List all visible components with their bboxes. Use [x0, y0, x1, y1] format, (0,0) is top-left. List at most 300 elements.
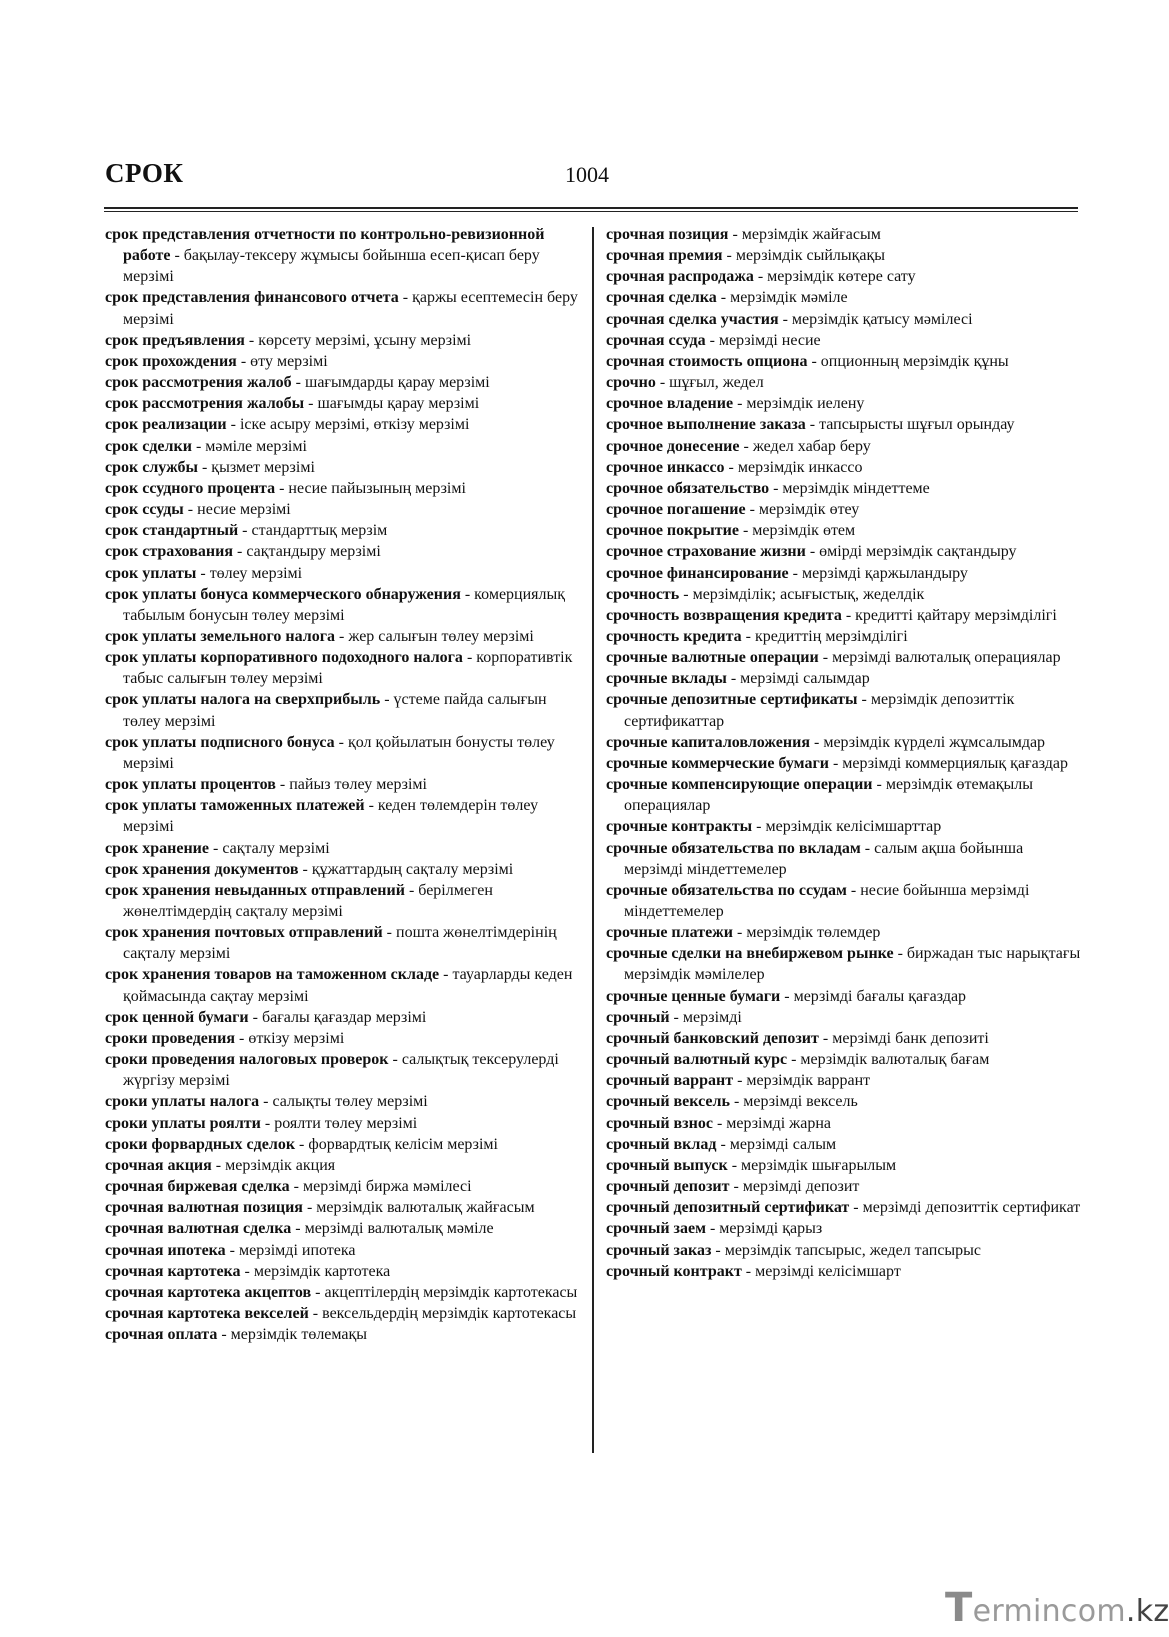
- entry-term: срочная картотека векселей: [105, 1304, 309, 1322]
- logo-domain: .kz: [1125, 1594, 1169, 1629]
- entry-term: срок ссуды: [105, 501, 184, 519]
- entry-term: срочный: [606, 1008, 670, 1026]
- dictionary-entry: [606, 689, 1086, 731]
- entry-term: срочное донесение: [606, 437, 740, 455]
- entry-translation: мерзімді келісімшарт: [755, 1262, 901, 1280]
- entry-term: срок реализации: [105, 416, 227, 434]
- dictionary-entry: [606, 351, 1086, 372]
- entry-separator: -: [289, 1178, 303, 1196]
- logo-text: erminc: [972, 1594, 1078, 1629]
- entry-separator: -: [404, 881, 419, 899]
- entry-separator: -: [726, 670, 741, 688]
- dictionary-entry: [105, 224, 585, 287]
- entry-separator: -: [716, 1135, 730, 1153]
- entry-translation: төлеу мерзімі: [209, 564, 303, 582]
- dictionary-entry: [105, 414, 585, 435]
- entry-separator: -: [711, 1241, 725, 1259]
- entry-translation: қол қойылатын бонусты төлеу мерзімі: [123, 733, 555, 772]
- entry-term: срок уплаты таможенных платежей: [105, 797, 365, 815]
- entry-translation: мерзімді депозиттік сертификат: [862, 1199, 1081, 1217]
- entry-term: срочный валютный курс: [606, 1051, 788, 1069]
- entry-translation: үстеме пайда салығын төлеу мерзімі: [123, 691, 547, 730]
- entry-separator: -: [733, 395, 747, 413]
- dictionary-entry: [606, 1134, 1086, 1155]
- entry-separator: -: [197, 458, 212, 476]
- dictionary-entry: [606, 647, 1086, 668]
- dictionary-entry: [105, 351, 585, 372]
- entry-translation: бақылау-тексеру жұмысы бойынша есеп-қисап беру мерзімі: [123, 247, 540, 286]
- entry-separator: -: [788, 564, 802, 582]
- entry-separator: -: [807, 352, 821, 370]
- entry-separator: -: [669, 1008, 683, 1026]
- entry-separator: -: [240, 1262, 254, 1280]
- entry-separator: -: [226, 416, 240, 434]
- dictionary-entry: [606, 986, 1086, 1007]
- entry-separator: -: [769, 479, 783, 497]
- entry-translation: мерзімдік картотека: [253, 1262, 391, 1280]
- entry-term: срок уплаты процентов: [105, 776, 276, 794]
- entry-term: срочные депозитные сертификаты: [606, 691, 858, 709]
- entry-separator: -: [846, 881, 861, 899]
- entry-translation: мерзімді биржа мәмілесі: [302, 1178, 472, 1196]
- entry-term: срочная картотека акцептов: [105, 1283, 312, 1301]
- dictionary-entry: [105, 1091, 585, 1112]
- dictionary-entry: [105, 457, 585, 478]
- dictionary-entry: [105, 647, 585, 689]
- entry-term: срочные контракты: [606, 818, 753, 836]
- entry-term: сроки уплаты роялти: [105, 1114, 261, 1132]
- entry-translation: мерзімдік варрант: [746, 1072, 871, 1090]
- entry-term: срочный вклад: [606, 1135, 717, 1153]
- dictionary-entry: [105, 964, 585, 1006]
- entry-term: срочность: [606, 585, 680, 603]
- dictionary-entry: [105, 393, 585, 414]
- dictionary-entry: [606, 457, 1086, 478]
- dictionary-entry: [105, 1134, 585, 1155]
- entry-separator: -: [236, 352, 251, 370]
- entry-translation: көрсету мерзімі, ұсыну мерзімі: [258, 331, 472, 349]
- entry-separator: -: [275, 776, 290, 794]
- entry-term: срок уплаты подписного бонуса: [105, 733, 335, 751]
- dictionary-entry: [105, 1240, 585, 1261]
- dictionary-entry: [606, 668, 1086, 689]
- entry-term: срочная картотека: [105, 1262, 241, 1280]
- entry-separator: -: [234, 1029, 249, 1047]
- entry-separator: -: [364, 797, 378, 815]
- dictionary-entry: [606, 584, 1086, 605]
- entry-term: срочное инкассо: [606, 458, 725, 476]
- entry-translation: бағалы қағаздар мерзімі: [261, 1008, 427, 1026]
- dictionary-entry: [606, 922, 1086, 943]
- entry-term: срочные обязательства по ссудам: [606, 881, 847, 899]
- dictionary-entry: [105, 584, 585, 626]
- entry-translation: пайыз төлеу мерзімі: [289, 776, 427, 794]
- termincom-watermark-logo: [945, 1585, 1169, 1631]
- entry-separator: -: [238, 522, 252, 540]
- logo-letter-t: T: [945, 1585, 973, 1631]
- entry-translation: жедел хабар беру: [752, 437, 871, 455]
- entry-separator: -: [712, 1114, 727, 1132]
- entry-term: срок прохождения: [105, 352, 237, 370]
- entry-term: срок уплаты: [105, 564, 197, 582]
- entry-translation: тапсырысты шұғыл орындау: [819, 416, 1015, 434]
- dictionary-entry: [105, 1282, 585, 1303]
- entry-separator: -: [857, 691, 871, 709]
- entry-term: срок хранения почтовых отправлений: [105, 924, 383, 942]
- logo-text-m: m: [1096, 1594, 1126, 1629]
- entry-separator: -: [462, 649, 477, 667]
- entry-term: срочный вексель: [606, 1093, 730, 1111]
- entry-term: срочная оплата: [105, 1326, 218, 1344]
- entry-term: срочный депозит: [606, 1178, 730, 1196]
- dictionary-entry: [105, 626, 585, 647]
- entry-separator: -: [291, 374, 305, 392]
- entry-separator: -: [311, 1283, 325, 1301]
- entry-separator: -: [849, 1199, 863, 1217]
- entry-separator: -: [780, 987, 794, 1005]
- entry-translation: мерзімді ипотека: [238, 1241, 356, 1259]
- entry-translation: мерзімді салым: [729, 1135, 837, 1153]
- dictionary-entry: [105, 732, 585, 774]
- dictionary-entry: [606, 372, 1086, 393]
- entry-term: сроки проведения налоговых проверок: [105, 1051, 389, 1069]
- entry-separator: -: [439, 966, 453, 984]
- entry-separator: -: [739, 437, 753, 455]
- entry-term: срок представления финансового отчета: [105, 289, 399, 307]
- entry-term: срочные коммерческие бумаги: [606, 754, 829, 772]
- entry-translation: салықты төлеу мерзімі: [272, 1093, 428, 1111]
- entry-term: срочно: [606, 374, 656, 392]
- entry-translation: мерзімді несие: [718, 331, 821, 349]
- dictionary-entry: [606, 732, 1086, 753]
- entry-translation: мерзімдік келісімшарттар: [765, 818, 942, 836]
- entry-term: срочный контракт: [606, 1262, 742, 1280]
- entry-separator: -: [805, 543, 820, 561]
- entry-separator: -: [745, 501, 759, 519]
- entry-translation: мерзімдік шығарылым: [741, 1156, 897, 1174]
- entry-term: срок ценной бумаги: [105, 1008, 249, 1026]
- entry-translation: тауарларды кеден қоймасында сақтау мерзімі: [123, 966, 573, 1005]
- entry-translation: өткізу мерзімі: [248, 1029, 345, 1047]
- entry-separator: -: [841, 606, 856, 624]
- entry-term: срочные платежи: [606, 924, 733, 942]
- dictionary-entry: [105, 499, 585, 520]
- entry-separator: -: [298, 860, 312, 878]
- entry-translation: мерзімдік валюталық бағам: [800, 1051, 990, 1069]
- entry-separator: -: [727, 1156, 742, 1174]
- entry-term: срочная сделка участия: [606, 310, 779, 328]
- entry-term: сроки проведения: [105, 1029, 235, 1047]
- entry-separator: -: [260, 1114, 275, 1132]
- entry-separator: -: [275, 479, 289, 497]
- entry-term: срочный банковский депозит: [606, 1029, 819, 1047]
- entry-separator: -: [380, 691, 394, 709]
- dictionary-entry: [105, 922, 585, 964]
- dictionary-entry: [606, 330, 1086, 351]
- entry-translation: жер салығын төлеу мерзімі: [348, 627, 534, 645]
- entry-translation: акцептілердің мерзімдік картотекасы: [324, 1283, 578, 1301]
- entry-term: срок рассмотрения жалоб: [105, 374, 292, 392]
- entry-term: срочность кредита: [606, 627, 742, 645]
- logo-o: o: [1077, 1594, 1097, 1629]
- entry-separator: -: [741, 1262, 756, 1280]
- dictionary-entry: [105, 1303, 585, 1324]
- entry-separator: -: [733, 1072, 747, 1090]
- dictionary-entry: [606, 266, 1086, 287]
- dictionary-entry: [105, 287, 585, 329]
- entry-translation: мерзімдік көтере сату: [767, 268, 916, 286]
- entry-translation: мерзімді вексель: [743, 1093, 858, 1111]
- entry-separator: -: [818, 1029, 833, 1047]
- right-column: [606, 224, 1086, 1282]
- entry-separator: -: [860, 839, 875, 857]
- entry-translation: берілмеген жөнелтімдердің сақталу мерзімі: [123, 881, 493, 920]
- header-rule: [104, 207, 1078, 212]
- entry-term: срочные компенсирующие операции: [606, 776, 873, 794]
- entry-translation: мерзімдік инкассо: [737, 458, 863, 476]
- dictionary-entry: [606, 1007, 1086, 1028]
- entry-translation: өмірді мерзімдік сақтандыру: [819, 543, 1017, 561]
- dictionary-entry: [105, 1218, 585, 1239]
- entry-separator: -: [196, 564, 210, 582]
- dictionary-entry: [606, 774, 1086, 816]
- entry-term: срочное обязательство: [606, 479, 770, 497]
- dictionary-entry: [606, 563, 1086, 584]
- dictionary-entry: [606, 287, 1086, 308]
- dictionary-entry: [606, 1261, 1086, 1282]
- entry-term: срок стандартный: [105, 522, 239, 540]
- dictionary-entry: [606, 1155, 1086, 1176]
- entry-term: срочное страхование жизни: [606, 543, 806, 561]
- entry-term: срочная премия: [606, 247, 723, 265]
- entry-separator: -: [753, 268, 768, 286]
- entry-separator: -: [729, 1178, 743, 1196]
- entry-term: срочность возвращения кредита: [606, 606, 842, 624]
- dictionary-entry: [105, 1049, 585, 1091]
- dictionary-entry: [105, 478, 585, 499]
- dictionary-entry: [105, 330, 585, 351]
- entry-translation: шағымды қарау мерзімі: [317, 395, 480, 413]
- entry-translation: корпоративтік табыс салығын төлеу мерзімі: [123, 649, 573, 688]
- entry-term: срочная ссуда: [606, 331, 706, 349]
- dictionary-entry: [606, 1070, 1086, 1091]
- entry-translation: мерзімді валюталық мәміле: [304, 1220, 494, 1238]
- entry-term: срок сделки: [105, 437, 192, 455]
- column-divider: [592, 227, 594, 1453]
- entry-translation: мерзімді қарыз: [719, 1220, 823, 1238]
- entry-translation: роялти төлеу мерзімі: [274, 1114, 418, 1132]
- entry-translation: құжаттардың сақталу мерзімі: [311, 860, 514, 878]
- dictionary-entry: [606, 393, 1086, 414]
- entry-term: срочные обязательства по вкладам: [606, 839, 861, 857]
- entry-term: срок страхования: [105, 543, 233, 561]
- dictionary-entry: [606, 753, 1086, 774]
- dictionary-entry: [105, 520, 585, 541]
- entry-translation: стандарттық мерзім: [251, 522, 388, 540]
- entry-translation: мерзімділік; асығыстық, жеделдік: [692, 585, 925, 603]
- entry-separator: -: [233, 543, 247, 561]
- entry-translation: форвардтық келісім мерзімі: [308, 1135, 498, 1153]
- entry-separator: -: [655, 374, 670, 392]
- entry-separator: -: [259, 1093, 273, 1111]
- entry-translation: мерзімді салымдар: [740, 670, 870, 688]
- entry-separator: -: [679, 585, 693, 603]
- dictionary-entry: [105, 563, 585, 584]
- entry-translation: кеден төлемдерін төлеу мерзімі: [123, 797, 539, 836]
- dictionary-entry: [105, 1155, 585, 1176]
- dictionary-entry: [105, 795, 585, 837]
- entry-separator: -: [460, 585, 475, 603]
- entry-translation: пошта жөнелтімдерінің сақталу мерзімі: [123, 924, 557, 963]
- entry-separator: -: [828, 754, 843, 772]
- entry-term: срок хранения невыданных отправлений: [105, 881, 405, 899]
- dictionary-entry: [606, 1197, 1086, 1218]
- entry-separator: -: [302, 1199, 317, 1217]
- entry-translation: мерзімді бағалы қағаздар: [793, 987, 967, 1005]
- entry-separator: -: [170, 247, 184, 265]
- entry-translation: шағымдарды қарау мерзімі: [305, 374, 490, 392]
- entry-term: срочный выпуск: [606, 1156, 728, 1174]
- entry-separator: -: [724, 458, 738, 476]
- entry-term: срочный заказ: [606, 1241, 712, 1259]
- entry-translation: мерзімдік өтем: [752, 522, 856, 540]
- entry-translation: мерзімді депозит: [742, 1178, 860, 1196]
- entry-term: срок хранение: [105, 839, 209, 857]
- entry-separator: -: [335, 627, 349, 645]
- entry-separator: -: [741, 627, 755, 645]
- entry-term: срочные вклады: [606, 670, 727, 688]
- entry-term: срочная стоимость опциона: [606, 352, 808, 370]
- dictionary-entry: [105, 541, 585, 562]
- entry-translation: мәміле мерзімі: [205, 437, 307, 455]
- dictionary-entry: [606, 880, 1086, 922]
- dictionary-entry: [105, 859, 585, 880]
- entry-separator: -: [308, 1304, 323, 1322]
- entry-term: срок предъявления: [105, 331, 245, 349]
- dictionary-entry: [105, 1028, 585, 1049]
- entry-translation: несие бойынша мерзімді міндеттемелер: [624, 881, 1030, 920]
- entry-separator: -: [334, 733, 348, 751]
- entry-translation: мерзімдік қатысу мәмілесі: [791, 310, 973, 328]
- dictionary-entry: [606, 1091, 1086, 1112]
- dictionary-entry: [606, 245, 1086, 266]
- dictionary-entry: [606, 1176, 1086, 1197]
- page-number: 1004: [565, 162, 609, 187]
- entry-term: срок уплаты налога на сверхприбыль: [105, 691, 381, 709]
- entry-translation: сақтандыру мерзімі: [246, 543, 381, 561]
- entry-term: срочная позиция: [606, 226, 729, 243]
- dictionary-entry: [606, 1218, 1086, 1239]
- entry-translation: қызмет мерзімі: [211, 458, 315, 476]
- entry-translation: мерзімдік төлемақы: [230, 1326, 368, 1344]
- entry-term: срочная ипотека: [105, 1241, 226, 1259]
- entry-term: срочный взнос: [606, 1114, 713, 1132]
- dictionary-entry: [105, 1007, 585, 1028]
- entry-term: срок рассмотрения жалобы: [105, 395, 305, 413]
- entry-translation: мерзімді жарна: [726, 1114, 831, 1132]
- entry-term: срочный варрант: [606, 1072, 734, 1090]
- dictionary-entry: [105, 1197, 585, 1218]
- dictionary-entry: [606, 816, 1086, 837]
- entry-translation: несие мерзімі: [197, 501, 291, 519]
- dictionary-entry: [606, 1028, 1086, 1049]
- entry-term: срочные сделки на внебиржевом рынке: [606, 945, 894, 963]
- entry-separator: -: [705, 1220, 720, 1238]
- entry-translation: кредитті қайтару мерзімділігі: [855, 606, 1057, 624]
- entry-translation: мерзімді валюталық операциялар: [832, 649, 1061, 667]
- entry-translation: мерзімді коммерциялық қағаздар: [842, 754, 1068, 772]
- entry-separator: -: [729, 1093, 744, 1111]
- entry-term: срок представления отчетности по контрольно-ревизионной работе: [105, 226, 545, 265]
- entry-separator: -: [208, 839, 223, 857]
- dictionary-entry: [105, 1113, 585, 1134]
- entry-term: срочная распродажа: [606, 268, 754, 286]
- entry-term: срочная биржевая сделка: [105, 1178, 290, 1196]
- entry-translation: мерзімдік сыйлықақы: [735, 247, 886, 265]
- entry-translation: қаржы есептемесін беру мерзімі: [123, 289, 578, 328]
- entry-translation: мерзімдік өтемақылы операциялар: [624, 776, 1033, 815]
- entry-term: срочная акция: [105, 1156, 212, 1174]
- entry-translation: мерзімдік иелену: [746, 395, 865, 413]
- entry-separator: -: [248, 1008, 262, 1026]
- entry-term: срок службы: [105, 458, 198, 476]
- entry-separator: -: [728, 226, 742, 243]
- entry-term: срочная сделка: [606, 289, 717, 307]
- entry-translation: мерзімді: [682, 1008, 742, 1026]
- entry-term: срочное владение: [606, 395, 734, 413]
- dictionary-entry: [105, 372, 585, 393]
- entry-term: срочные капиталовложения: [606, 733, 810, 751]
- entry-separator: -: [738, 522, 753, 540]
- entry-term: срок ссудного процента: [105, 479, 276, 497]
- entry-separator: -: [295, 1135, 309, 1153]
- dictionary-entry: [606, 605, 1086, 626]
- entry-translation: кредиттің мерзімділігі: [754, 627, 908, 645]
- entry-translation: мерзімдік күрделі жұмсалымдар: [823, 733, 1046, 751]
- page-header-word: СРОК: [105, 158, 184, 188]
- entry-term: срочное выполнение заказа: [606, 416, 806, 434]
- dictionary-entry: [606, 309, 1086, 330]
- entry-term: срок уплаты бонуса коммерческого обнаружения: [105, 585, 461, 603]
- entry-separator: -: [304, 395, 318, 413]
- entry-term: срочные валютные операции: [606, 649, 819, 667]
- dictionary-entry: [606, 1049, 1086, 1070]
- entry-term: срочный депозитный сертификат: [606, 1199, 850, 1217]
- entry-separator: -: [716, 289, 731, 307]
- entry-translation: мерзімдік міндеттеме: [782, 479, 930, 497]
- entry-translation: мерзімді қаржыландыру: [801, 564, 968, 582]
- entry-translation: іске асыру мерзімі, өткізу мерзімі: [239, 416, 470, 434]
- dictionary-entry: [606, 943, 1086, 985]
- entry-translation: сақталу мерзімі: [222, 839, 330, 857]
- entry-term: срочное покрытие: [606, 522, 739, 540]
- entry-term: срочный заем: [606, 1220, 706, 1238]
- entry-translation: мерзімді банк депозиті: [832, 1029, 989, 1047]
- dictionary-entry: [606, 520, 1086, 541]
- entry-translation: несие пайызының мерзімі: [288, 479, 466, 497]
- entry-translation: мерзімдік депозиттік сертификаттар: [624, 691, 1015, 730]
- entry-translation: мерзімдік акция: [225, 1156, 336, 1174]
- entry-separator: -: [244, 331, 259, 349]
- entry-term: срок хранения документов: [105, 860, 299, 878]
- entry-separator: -: [225, 1241, 239, 1259]
- entry-translation: мерзімдік тапсырыс, жедел тапсырыс: [724, 1241, 982, 1259]
- entry-separator: -: [872, 776, 886, 794]
- dictionary-entry: [105, 838, 585, 859]
- entry-separator: -: [382, 924, 396, 942]
- dictionary-entry: [606, 414, 1086, 435]
- entry-separator: -: [810, 733, 824, 751]
